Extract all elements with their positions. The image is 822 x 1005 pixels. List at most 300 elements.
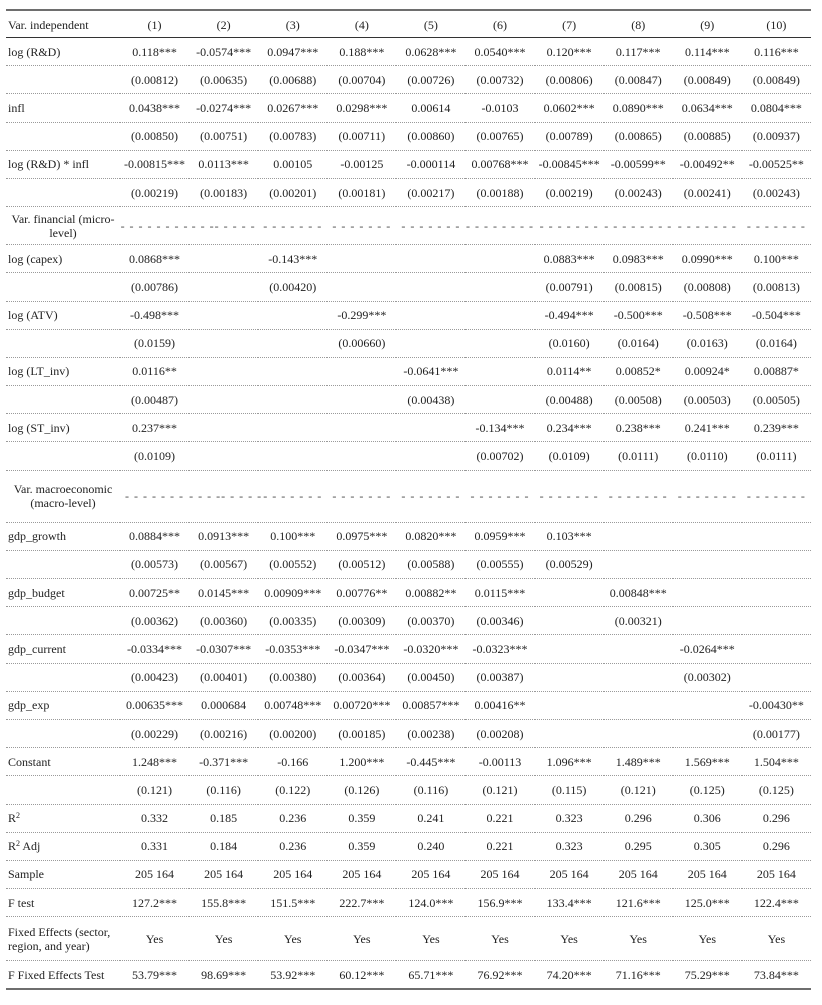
se-cell [465,329,534,357]
table-row-se-gdp_current [6,663,811,691]
label-superscript: 2 [16,811,21,821]
se-cell: (0.116) [189,776,258,804]
coef-cell [189,245,258,273]
value-cell: 0.240 [396,832,465,860]
table-row-coef-gdp_current [6,635,811,663]
coef-cell: 0.00857*** [396,691,465,719]
se-cell: (0.00201) [258,178,327,206]
se-cell: (0.00346) [465,607,534,635]
se-cell: (0.00765) [465,122,534,150]
row-label-empty [6,550,120,578]
coef-cell: 1.489*** [604,748,673,776]
coef-cell: 0.0884*** [120,522,189,550]
coef-cell [327,414,396,442]
coef-cell: 0.0883*** [535,245,604,273]
table-row-coef-capex [6,245,811,273]
column-header: (5) [396,10,465,38]
row-label: Fixed Effects (sector, region, and year) [6,917,120,961]
coef-cell: 0.0114** [535,357,604,385]
se-cell: (0.00508) [604,386,673,414]
row-label: gdp_growth [6,522,120,550]
coef-cell [465,301,534,329]
coef-cell: -0.0264*** [673,635,742,663]
se-cell: (0.00635) [189,66,258,94]
value-cell: 0.236 [258,832,327,860]
se-cell: (0.00200) [258,719,327,747]
value-cell: 205 164 [396,860,465,888]
coef-cell: 0.241*** [673,414,742,442]
table-row-se-capex [6,273,811,301]
value-cell: Yes [535,917,604,961]
se-cell: (0.00813) [742,273,811,301]
se-cell: (0.00849) [673,66,742,94]
coef-cell [258,301,327,329]
coef-cell: 1.504*** [742,748,811,776]
coef-cell: -0.299*** [327,301,396,329]
value-cell: 0.185 [189,804,258,832]
se-cell: (0.122) [258,776,327,804]
value-cell: 0.221 [465,832,534,860]
se-cell [535,719,604,747]
row-label-empty [6,178,120,206]
coef-cell: 0.103*** [535,522,604,550]
coef-cell: 0.0868*** [120,245,189,273]
se-cell [465,273,534,301]
se-cell: (0.00786) [120,273,189,301]
table-row-coef-constant [6,748,811,776]
table-row-coef-st_inv [6,414,811,442]
coef-cell [396,245,465,273]
se-cell: (0.00401) [189,663,258,691]
value-cell: Yes [396,917,465,961]
row-label: log (R&D) [6,38,120,66]
se-cell: (0.121) [120,776,189,804]
value-cell: 76.92*** [465,961,534,989]
se-cell [604,719,673,747]
se-cell [396,329,465,357]
se-cell [258,329,327,357]
value-cell: 0.359 [327,832,396,860]
se-cell: (0.00364) [327,663,396,691]
table-row-sample [6,860,811,888]
label-base: R [8,811,17,826]
se-cell: (0.00360) [189,607,258,635]
coef-cell: 0.00720*** [327,691,396,719]
se-cell: (0.00487) [120,386,189,414]
value-cell: 0.296 [742,832,811,860]
se-cell: (0.0109) [120,442,189,470]
table-row-coef-atv [6,301,811,329]
dash-cell: - - - - - - - [535,207,604,245]
coef-cell: 0.0540*** [465,38,534,66]
se-cell: (0.00751) [189,122,258,150]
coef-cell: 0.118*** [120,38,189,66]
se-cell [604,550,673,578]
value-cell: 155.8*** [189,889,258,917]
se-cell [673,550,742,578]
coef-cell: 0.00924* [673,357,742,385]
value-cell: 0.296 [742,804,811,832]
coef-cell: 0.116*** [742,38,811,66]
row-label-empty [6,329,120,357]
coef-cell: 0.0890*** [604,94,673,122]
se-cell: (0.00702) [465,442,534,470]
coef-cell: 1.200*** [327,748,396,776]
value-cell: 0.296 [604,804,673,832]
table-row-coef-rd_infl [6,150,811,178]
se-cell: (0.00849) [742,66,811,94]
column-header: (10) [742,10,811,38]
se-cell: (0.00573) [120,550,189,578]
se-cell: (0.00438) [396,386,465,414]
coef-cell [465,245,534,273]
se-cell: (0.00711) [327,122,396,150]
table-row-se-gdp_growth [6,550,811,578]
coef-cell [258,414,327,442]
value-cell: 205 164 [120,860,189,888]
dash-cell: - - - - - - - - [120,207,189,245]
coef-cell: 0.239*** [742,414,811,442]
value-cell: 0.295 [604,832,673,860]
se-cell: (0.00588) [396,550,465,578]
coef-cell: 0.0947*** [258,38,327,66]
row-label: log (LT_inv) [6,357,120,385]
se-cell: (0.00450) [396,663,465,691]
coef-cell: 0.00105 [258,150,327,178]
se-cell: (0.00726) [396,66,465,94]
se-cell: (0.00808) [673,273,742,301]
dash-cell: - - - - - - - [396,207,465,245]
coef-cell [742,522,811,550]
se-cell: (0.0110) [673,442,742,470]
table-row-r2 [6,804,811,832]
value-cell: 205 164 [465,860,534,888]
coef-cell [742,579,811,607]
se-cell [258,442,327,470]
row-label-empty [6,273,120,301]
coef-cell: 0.00768*** [465,150,534,178]
row-label: F Fixed Effects Test [6,961,120,989]
dash-cell: - - -- - - - - [189,207,258,245]
se-cell: (0.00529) [535,550,604,578]
se-cell: (0.00177) [742,719,811,747]
value-cell: 222.7*** [327,889,396,917]
coef-cell: -0.00815*** [120,150,189,178]
se-cell: (0.00847) [604,66,673,94]
row-label: F test [6,889,120,917]
dash-cell: - - - - - - - [258,207,327,245]
value-cell: 0.359 [327,804,396,832]
se-cell [396,273,465,301]
row-label: log (capex) [6,245,120,273]
se-cell [465,386,534,414]
column-header: (9) [673,10,742,38]
se-cell: (0.00806) [535,66,604,94]
value-cell: 0.306 [673,804,742,832]
coef-cell: -0.00430** [742,691,811,719]
se-cell: (0.00335) [258,607,327,635]
value-cell: 0.331 [120,832,189,860]
se-cell: (0.121) [604,776,673,804]
row-label: Constant [6,748,120,776]
coef-cell: 0.0983*** [604,245,673,273]
value-cell: Yes [258,917,327,961]
se-cell: (0.00219) [535,178,604,206]
se-cell: (0.00241) [673,178,742,206]
row-label-empty [6,663,120,691]
dash-cell: - - - - - - - [673,207,742,245]
label-suffix: Adj [20,839,41,854]
se-cell: (0.00555) [465,550,534,578]
se-cell: (0.00660) [327,329,396,357]
coef-cell: -0.498*** [120,301,189,329]
coef-cell: -0.0320*** [396,635,465,663]
value-cell: Yes [120,917,189,961]
table-row-se-st_inv [6,442,811,470]
table-row-coef-gdp_growth [6,522,811,550]
coef-cell: 0.238*** [604,414,673,442]
value-cell: 73.84*** [742,961,811,989]
coef-cell [673,522,742,550]
se-cell: (0.00512) [327,550,396,578]
table-row-se-infl [6,122,811,150]
table-row-coef-gdp_budget [6,579,811,607]
coef-cell: 0.0115*** [465,579,534,607]
se-cell: (0.00420) [258,273,327,301]
se-cell: (0.00488) [535,386,604,414]
row-label-empty [6,607,120,635]
se-cell: (0.00370) [396,607,465,635]
coef-cell: -0.0641*** [396,357,465,385]
coef-cell: 0.0628*** [396,38,465,66]
value-cell: 133.4*** [535,889,604,917]
dash-cell: - - - - - - - [396,470,465,522]
table-row-se-constant [6,776,811,804]
se-cell: (0.00243) [742,178,811,206]
coef-cell: 0.100*** [742,245,811,273]
coef-cell [604,635,673,663]
dash-cell: - - - - - - - [465,470,534,522]
coef-cell: -0.134*** [465,414,534,442]
coef-cell: 0.0602*** [535,94,604,122]
se-cell: (0.125) [742,776,811,804]
row-label: log (ATV) [6,301,120,329]
value-cell: 0.323 [535,804,604,832]
row-label [6,832,120,860]
coef-cell: 0.00416** [465,691,534,719]
table-row-se-gdp_exp [6,719,811,747]
table-row-fe [6,917,811,961]
se-cell [535,663,604,691]
table-row-se-atv [6,329,811,357]
column-header: (1) [120,10,189,38]
coef-cell: 1.248*** [120,748,189,776]
se-cell: (0.00362) [120,607,189,635]
value-cell: 205 164 [535,860,604,888]
table-row-se-rd_infl [6,178,811,206]
dash-cell: - - - - - - - - [465,207,534,245]
se-cell [189,386,258,414]
coef-cell: -0.508*** [673,301,742,329]
table-row-se-lt_inv [6,386,811,414]
row-label-empty [6,776,120,804]
coef-cell: 0.0913*** [189,522,258,550]
se-cell: (0.00216) [189,719,258,747]
coef-cell: 0.188*** [327,38,396,66]
coef-cell: 0.00725** [120,579,189,607]
se-cell: (0.00503) [673,386,742,414]
se-cell: (0.00815) [604,273,673,301]
section-row-sec_financial [6,207,811,245]
se-cell: (0.00783) [258,122,327,150]
row-label: infl [6,94,120,122]
se-cell: (0.00387) [465,663,534,691]
value-cell: 0.323 [535,832,604,860]
coef-cell: -0.504*** [742,301,811,329]
se-cell: (0.00704) [327,66,396,94]
coef-cell: 0.000684 [189,691,258,719]
se-cell: (0.00567) [189,550,258,578]
se-cell: (0.00238) [396,719,465,747]
coef-cell: 0.0820*** [396,522,465,550]
coef-cell: -0.00845*** [535,150,604,178]
se-cell [742,550,811,578]
coef-cell: -0.00599** [604,150,673,178]
se-cell: (0.00229) [120,719,189,747]
coef-cell: 0.00909*** [258,579,327,607]
column-header: (6) [465,10,534,38]
table-row-ftest [6,889,811,917]
value-cell: 0.184 [189,832,258,860]
coef-cell: 0.00748*** [258,691,327,719]
coef-cell [465,357,534,385]
coef-cell: -0.143*** [258,245,327,273]
se-cell: (0.00219) [120,178,189,206]
regression-table [6,9,811,990]
value-cell: 124.0*** [396,889,465,917]
se-cell: (0.00217) [396,178,465,206]
coef-cell: 0.0634*** [673,94,742,122]
row-label-empty [6,386,120,414]
section-row-sec_macro [6,470,811,522]
dash-cell: - - - - - - - [258,470,327,522]
dash-cell: - - - - - - - [327,207,396,245]
dash-cell: - - - -- - - - - [189,470,258,522]
coef-cell [604,691,673,719]
coef-cell: 0.0804*** [742,94,811,122]
se-cell: (0.00505) [742,386,811,414]
se-cell [327,273,396,301]
se-cell [189,329,258,357]
value-cell: 0.241 [396,804,465,832]
table-row-coef-rd [6,38,811,66]
row-label-empty [6,719,120,747]
se-cell: (0.00309) [327,607,396,635]
coef-cell: 0.120*** [535,38,604,66]
value-cell: 151.5*** [258,889,327,917]
coef-cell: -0.500*** [604,301,673,329]
value-cell: 60.12*** [327,961,396,989]
se-cell: (0.0159) [120,329,189,357]
se-cell: (0.0109) [535,442,604,470]
se-cell: (0.0164) [742,329,811,357]
se-cell: (0.00791) [535,273,604,301]
coef-cell: 0.237*** [120,414,189,442]
coef-cell: 0.0145*** [189,579,258,607]
se-cell: (0.00885) [673,122,742,150]
value-cell: 53.92*** [258,961,327,989]
coef-cell [673,579,742,607]
value-cell: 0.236 [258,804,327,832]
se-cell: (0.00243) [604,178,673,206]
se-cell [327,442,396,470]
coef-cell: -0.166 [258,748,327,776]
value-cell: 125.0*** [673,889,742,917]
se-cell: (0.0164) [604,329,673,357]
row-label: Sample [6,860,120,888]
value-cell: 98.69*** [189,961,258,989]
value-cell: 205 164 [673,860,742,888]
section-label: Var. macroeconomic (macro-level) [6,470,120,522]
row-label: gdp_current [6,635,120,663]
coef-cell: -0.0103 [465,94,534,122]
coef-cell: 0.0267*** [258,94,327,122]
dash-cell: - - - - - - - [120,470,189,522]
se-cell: (0.00552) [258,550,327,578]
coef-cell: 0.00848*** [604,579,673,607]
se-cell: (0.00789) [535,122,604,150]
coef-cell: -0.000114 [396,150,465,178]
coef-cell: 0.100*** [258,522,327,550]
se-cell: (0.00937) [742,122,811,150]
se-cell: (0.00860) [396,122,465,150]
coef-cell [535,691,604,719]
coef-cell: 0.0113*** [189,150,258,178]
coef-cell [535,579,604,607]
se-cell: (0.0163) [673,329,742,357]
coef-cell [673,691,742,719]
dash-cell: - - - - - - - [742,207,811,245]
coef-cell: -0.0307*** [189,635,258,663]
coef-cell [396,301,465,329]
value-cell: 205 164 [258,860,327,888]
se-cell: (0.00812) [120,66,189,94]
se-cell: (0.00188) [465,178,534,206]
column-header: (2) [189,10,258,38]
coef-cell: 0.0438*** [120,94,189,122]
coef-cell: 0.00887* [742,357,811,385]
coef-cell [327,245,396,273]
coef-cell: 1.096*** [535,748,604,776]
coef-cell: -0.0353*** [258,635,327,663]
coef-cell [327,357,396,385]
se-cell: (0.00380) [258,663,327,691]
coef-cell: -0.00492** [673,150,742,178]
value-cell: 205 164 [742,860,811,888]
column-header: (4) [327,10,396,38]
header-label: Var. independent [6,10,120,38]
value-cell: 205 164 [604,860,673,888]
section-label: Var. financial (micro-level) [6,207,120,245]
se-cell [742,663,811,691]
coef-cell: 0.0298*** [327,94,396,122]
value-cell: 205 164 [189,860,258,888]
coef-cell: 0.00776** [327,579,396,607]
value-cell: 53.79*** [120,961,189,989]
label-base: R [8,839,17,854]
dash-cell: - - - - - - - [742,470,811,522]
value-cell: 71.16*** [604,961,673,989]
